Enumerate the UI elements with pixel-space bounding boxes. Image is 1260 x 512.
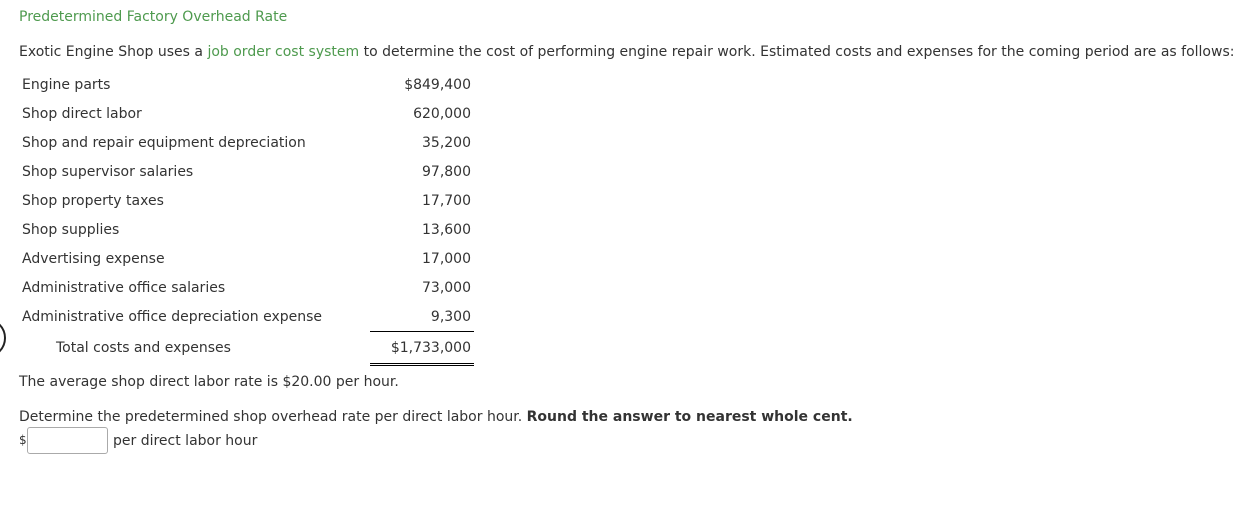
table-row: [19, 302, 474, 332]
row-amount: 17,000: [422, 250, 471, 267]
table-row: [19, 128, 474, 157]
table-row: [19, 186, 474, 215]
cost-table: [19, 70, 474, 366]
job-order-cost-system-link[interactable]: job order cost system: [207, 44, 360, 60]
table-row: [19, 70, 474, 99]
row-label: Shop property taxes: [22, 192, 164, 209]
row-label: Shop and repair equipment depreciation: [22, 134, 306, 151]
row-amount: 9,300: [370, 302, 474, 332]
row-label: Shop direct labor: [22, 105, 142, 122]
row-amount: 35,200: [422, 134, 471, 151]
row-amount: 73,000: [422, 279, 471, 296]
total-row: [19, 332, 474, 365]
question-text: Determine the predetermined shop overhead rate per direct labor hour.: [19, 409, 527, 425]
table-row: [19, 215, 474, 244]
overhead-rate-input[interactable]: [27, 427, 108, 454]
row-label: Shop supervisor salaries: [22, 163, 194, 180]
step-marker-circle: [0, 318, 6, 358]
table-row: [19, 99, 474, 128]
intro-text-after: to determine the cost of performing engine repair work. Estimated costs and expenses for the coming period are as follows:: [359, 44, 1235, 60]
row-amount: 13,600: [422, 221, 471, 238]
row-amount: 620,000: [413, 105, 471, 122]
total-label: Total costs and expenses: [56, 340, 231, 356]
row-amount: 17,700: [422, 192, 471, 209]
row-label: Engine parts: [22, 76, 111, 93]
intro-text-before: Exotic Engine Shop uses a: [19, 44, 208, 60]
page-title: Predetermined Factory Overhead Rate: [19, 9, 288, 25]
currency-symbol: $: [19, 433, 27, 447]
row-amount: 97,800: [422, 163, 471, 180]
row-label: Shop supplies: [22, 221, 120, 238]
row-amount: $849,400: [404, 76, 471, 93]
table-row: [19, 244, 474, 273]
row-label: Administrative office salaries: [22, 279, 226, 296]
rounding-instruction: Round the answer to nearest whole cent.: [526, 409, 853, 425]
question-prompt: [19, 409, 853, 425]
labor-rate-note: The average shop direct labor rate is $20.00 per hour.: [19, 374, 399, 390]
row-label: Advertising expense: [22, 250, 165, 267]
table-row: [19, 157, 474, 186]
table-row: [19, 273, 474, 302]
unit-label: per direct labor hour: [113, 433, 258, 449]
row-label: Administrative office depreciation expense: [22, 308, 323, 325]
total-amount: $1,733,000: [370, 332, 474, 365]
problem-intro: [19, 44, 1234, 60]
